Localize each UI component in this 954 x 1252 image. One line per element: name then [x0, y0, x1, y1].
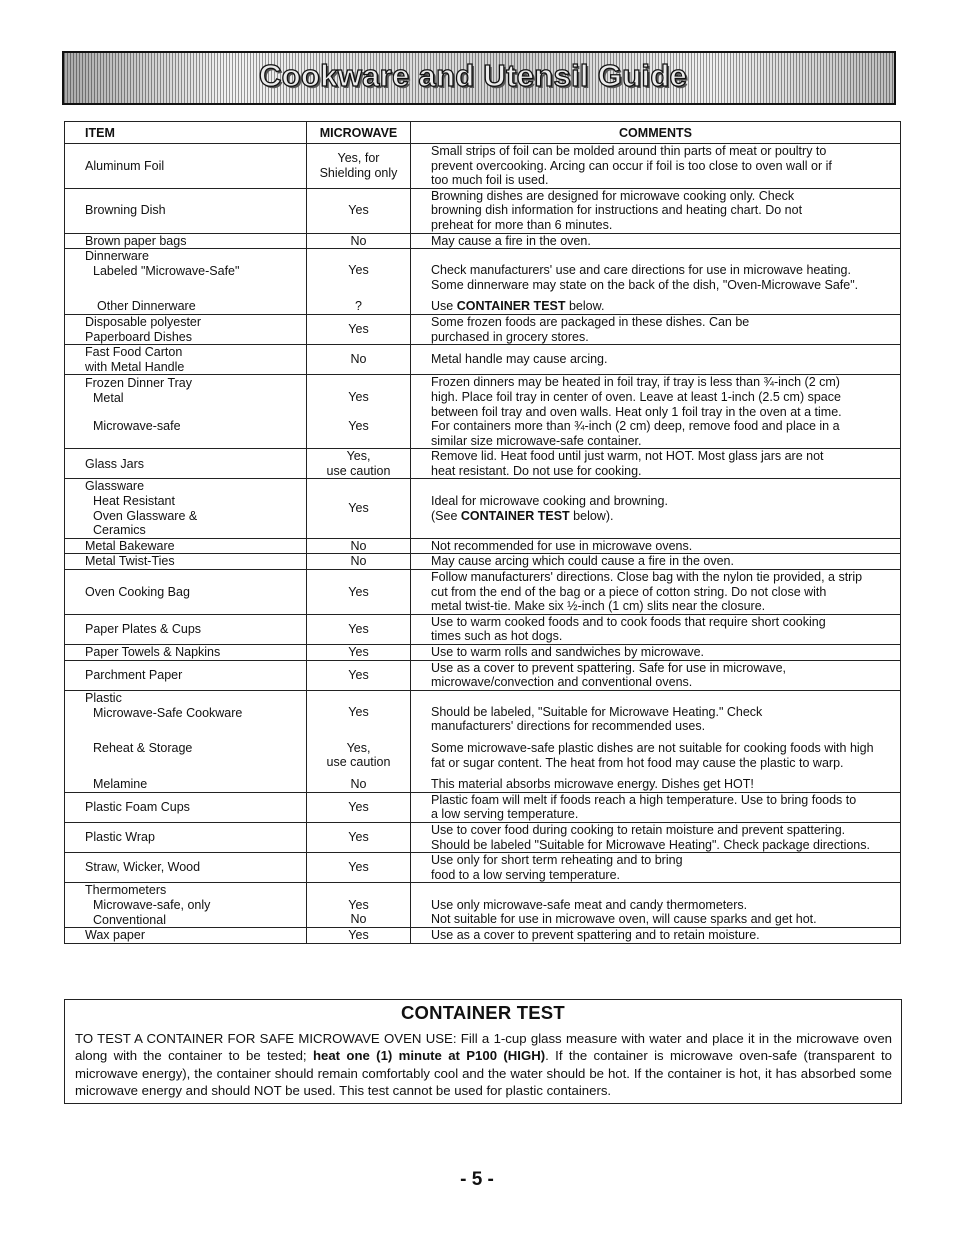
table-row: [65, 928, 901, 944]
microwave-cell: Yes Yes, use caution No: [307, 690, 411, 792]
item-cell: Oven Cooking Bag: [65, 570, 307, 615]
microwave-cell: No: [307, 554, 411, 570]
microwave-cell: Yes: [307, 792, 411, 822]
table-header-row: [65, 122, 901, 144]
item-cell: Dinnerware Labeled "Microwave-Safe" Other Dinnerware: [65, 249, 307, 315]
microwave-cell: No: [307, 233, 411, 249]
item-cell: Frozen Dinner Tray Metal Microwave-safe: [65, 375, 307, 449]
container-test-box: [64, 999, 902, 1104]
table-row: [65, 660, 901, 690]
table-row: [65, 883, 901, 928]
comments-cell: Frozen dinners may be heated in foil tray, if tray is less than ¾-inch (2 cm) high. Place foil tray in center of oven. Leave at least 1-inch (2.5 cm) space between foil tray and oven walls. Heat only 1 foil tray in the oven at a time. For containers more than ¾-inch (2 cm) deep, remove food and place in a similar size microwave-safe container.: [411, 375, 901, 449]
comments-cell: Plastic foam will melt if foods reach a high temperature. Use to bring foods to a low serving temperature.: [411, 792, 901, 822]
comments-cell: Use to cover food during cooking to retain moisture and prevent spattering. Should be labeled "Suitable for Microwave Heating". Check package directions.: [411, 822, 901, 852]
comments-cell: Follow manufacturers' directions. Close bag with the nylon tie provided, a strip cut from the end of the bag or a piece of cotton string. Do not close with metal twist-tie. Make six ½-inch (1 cm) slits near the closure.: [411, 570, 901, 615]
item-cell: Metal Twist-Ties: [65, 554, 307, 570]
table-row: [65, 375, 901, 449]
comments-cell: Use as a cover to prevent spattering and to retain moisture.: [411, 928, 901, 944]
microwave-cell: Yes, use caution: [307, 449, 411, 479]
item-cell: Straw, Wicker, Wood: [65, 853, 307, 883]
item-cell: Plastic Microwave-Safe Cookware Reheat & Storage Melamine: [65, 690, 307, 792]
microwave-cell: Yes: [307, 660, 411, 690]
item-cell: Metal Bakeware: [65, 538, 307, 554]
item-cell: Thermometers Microwave-safe, only Conventional: [65, 883, 307, 928]
comments-cell: Small strips of foil can be molded around thin parts of meat or poultry to prevent overcooking. Arcing can occur if foil is too close to oven wall or if too much foil is used.: [411, 144, 901, 189]
item-cell: Browning Dish: [65, 188, 307, 233]
microwave-cell: Yes, for Shielding only: [307, 144, 411, 189]
table-row: [65, 554, 901, 570]
comments-cell: Use to warm cooked foods and to cook foods that require short cooking times such as hot dogs.: [411, 614, 901, 644]
item-cell: Fast Food Carton with Metal Handle: [65, 345, 307, 375]
comments-cell: Ideal for microwave cooking and browning. (See CONTAINER TEST below).: [411, 479, 901, 538]
comments-cell: Use only for short term reheating and to bring food to a low serving temperature.: [411, 853, 901, 883]
microwave-cell: Yes: [307, 928, 411, 944]
page-title: Cookware and Utensil Guide: [259, 58, 688, 93]
item-cell: Aluminum Foil: [65, 144, 307, 189]
table-row: [65, 144, 901, 189]
microwave-cell: Yes: [307, 479, 411, 538]
microwave-cell: No: [307, 345, 411, 375]
comments-cell: Use to warm rolls and sandwiches by microwave.: [411, 645, 901, 661]
microwave-cell: Yes: [307, 645, 411, 661]
cookware-guide-table: [64, 121, 901, 944]
table-row: [65, 853, 901, 883]
header-comments: COMMENTS: [411, 122, 901, 144]
table-row: [65, 249, 901, 315]
item-cell: Plastic Foam Cups: [65, 792, 307, 822]
table-row: [65, 645, 901, 661]
header-item: ITEM: [65, 122, 307, 144]
item-cell: Disposable polyester Paperboard Dishes: [65, 314, 307, 344]
microwave-cell: Yes No: [307, 883, 411, 928]
table-row: [65, 822, 901, 852]
table-row: [65, 538, 901, 554]
table-row: [65, 345, 901, 375]
comments-cell: May cause arcing which could cause a fire in the oven.: [411, 554, 901, 570]
item-cell: Paper Towels & Napkins: [65, 645, 307, 661]
microwave-cell: Yes: [307, 570, 411, 615]
title-banner: [62, 51, 896, 105]
table-row: [65, 570, 901, 615]
comments-cell: Metal handle may cause arcing.: [411, 345, 901, 375]
table-row: [65, 449, 901, 479]
item-cell: Brown paper bags: [65, 233, 307, 249]
table-row: [65, 792, 901, 822]
item-cell: Wax paper: [65, 928, 307, 944]
microwave-cell: Yes: [307, 314, 411, 344]
microwave-cell: Yes: [307, 853, 411, 883]
container-test-heading: CONTAINER TEST: [401, 1002, 565, 1023]
page-number: - 5 -: [460, 1169, 494, 1190]
table-row: [65, 314, 901, 344]
comments-cell: Not recommended for use in microwave ovens.: [411, 538, 901, 554]
microwave-cell: Yes ?: [307, 249, 411, 315]
comments-cell: Check manufacturers' use and care directions for use in microwave heating. Some dinnerware may state on the back of the dish, "Oven-Microwave Safe". Use CONTAINER TEST below.: [411, 249, 901, 315]
table-row: [65, 614, 901, 644]
comments-cell: Use only microwave-safe meat and candy thermometers. Not suitable for use in microwave oven, will cause sparks and get hot.: [411, 883, 901, 928]
header-microwave: MICROWAVE: [307, 122, 411, 144]
table-row: [65, 188, 901, 233]
comments-cell: Some frozen foods are packaged in these dishes. Can be purchased in grocery stores.: [411, 314, 901, 344]
item-cell: Plastic Wrap: [65, 822, 307, 852]
item-cell: Paper Plates & Cups: [65, 614, 307, 644]
table-row: [65, 233, 901, 249]
item-cell: Glass Jars: [65, 449, 307, 479]
microwave-cell: Yes Yes: [307, 375, 411, 449]
comments-cell: Should be labeled, "Suitable for Microwave Heating." Check manufacturers' directions for recommended uses. Some microwave-safe plastic dishes are not suitable for cooking foods with high fat or sugar content. The heat from hot food may cause the plastic to warp. This material absorbs microwave energy. Dishes get HOT!: [411, 690, 901, 792]
microwave-cell: No: [307, 538, 411, 554]
comments-cell: Use as a cover to prevent spattering. Safe for use in microwave, microwave/convection and conventional ovens.: [411, 660, 901, 690]
comments-cell: May cause a fire in the oven.: [411, 233, 901, 249]
comments-cell: Browning dishes are designed for microwave cooking only. Check browning dish information for instructions and heating chart. Do not preheat for more than 6 minutes.: [411, 188, 901, 233]
table-row: [65, 479, 901, 538]
microwave-cell: Yes: [307, 188, 411, 233]
table-row: [65, 690, 901, 792]
container-test-text: TO TEST A CONTAINER FOR SAFE MICROWAVE OVEN USE: Fill a 1-cup glass measure with water and place it in the microwave oven along with the container to be tested; heat one (1) minute at P100 (HIGH). If the container is microwave oven-safe (transparent to microwave energy), the container should remain comfortably cool and the water should be hot. If the container is hot, it has absorbed some microwave energy and should NOT be used. This test cannot be used for plastic containers.: [75, 1031, 892, 1099]
comments-cell: Remove lid. Heat food until just warm, not HOT. Most glass jars are not heat resistant. Do not use for cooking.: [411, 449, 901, 479]
item-cell: Glassware Heat Resistant Oven Glassware & Ceramics: [65, 479, 307, 538]
microwave-cell: Yes: [307, 822, 411, 852]
item-cell: Parchment Paper: [65, 660, 307, 690]
microwave-cell: Yes: [307, 614, 411, 644]
